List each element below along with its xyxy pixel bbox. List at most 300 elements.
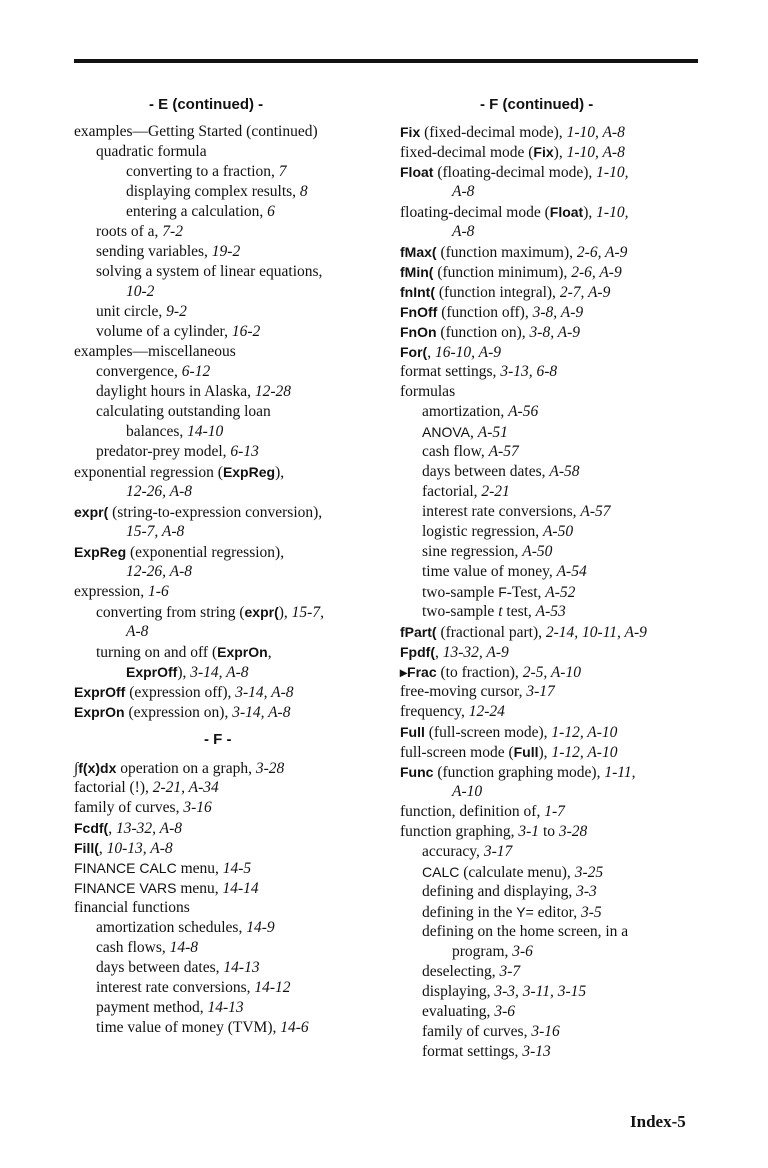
page-reference: 3-13: [522, 1043, 551, 1060]
index-subentry: [74, 222, 384, 242]
section-heading-f: - F -: [204, 731, 232, 748]
entry-text: fixed-decimal mode (: [400, 144, 534, 161]
left-entries: [74, 122, 384, 722]
index-subentry: [400, 462, 710, 482]
entry-text: ,: [108, 820, 116, 837]
entry-text: CALC: [422, 864, 460, 880]
calculator-keyword: ▸Frac: [400, 664, 437, 680]
calculator-keyword: FnOn: [400, 324, 437, 340]
page-reference: 3-3: [576, 883, 597, 900]
entry-text: time value of money (TVM),: [96, 1019, 281, 1036]
index-subentry: [74, 602, 384, 622]
entry-text: ),: [278, 604, 292, 621]
index-subentry: [74, 302, 384, 322]
index-subentry: [74, 182, 384, 202]
page-reference: 14-5: [222, 860, 252, 877]
index-entry: [74, 838, 384, 858]
entry-text: logistic regression,: [422, 523, 543, 540]
entry-text: frequency,: [400, 703, 469, 720]
entry-text: (fixed-decimal mode),: [420, 124, 567, 141]
entry-text: time value of money,: [422, 563, 557, 580]
index-subentry: [400, 882, 710, 902]
entry-text: function, definition of,: [400, 803, 545, 820]
calculator-keyword: Float: [400, 164, 434, 180]
entry-text: ,: [98, 840, 107, 857]
index-subentry: [400, 442, 710, 462]
right-entries: [400, 122, 710, 1062]
page-number: Index-5: [630, 1112, 686, 1131]
index-subentry: [400, 922, 710, 942]
entry-text: F: [498, 584, 507, 600]
entry-text: interest rate conversions,: [96, 979, 255, 996]
page-reference: 3-5: [580, 904, 602, 921]
page-reference: 2-7, A-9: [559, 284, 611, 301]
index-entry: [400, 622, 710, 642]
entry-text: entering a calculation,: [126, 203, 268, 220]
calculator-keyword: Fcdf(: [74, 820, 109, 836]
entry-text: payment method,: [96, 999, 208, 1016]
left-entries-f: [74, 758, 384, 1038]
entry-text: roots of a,: [96, 223, 163, 240]
entry-text: financial functions: [74, 899, 190, 916]
entry-text: (function off),: [437, 304, 533, 321]
page-reference: A-8: [452, 183, 475, 200]
page-reference: 13-32, A-9: [442, 644, 509, 661]
entry-text: format settings,: [422, 1043, 523, 1060]
entry-text: amortization,: [422, 403, 509, 420]
calculator-keyword: Func: [400, 764, 434, 780]
page-reference: 3-14, A-8: [235, 684, 294, 701]
page-reference: A-56: [508, 403, 539, 420]
entry-text: interest rate conversions,: [422, 503, 581, 520]
index-subentry: [400, 942, 710, 962]
index-entry: [400, 202, 710, 222]
index-entry: [400, 702, 710, 722]
index-entry: [400, 382, 710, 402]
index-entry: [74, 342, 384, 362]
entry-text: converting to a fraction,: [126, 163, 279, 180]
page-reference: 7: [278, 163, 287, 180]
page-reference: 3-3, 3-11, 3-15: [494, 983, 587, 1000]
entry-text: expression,: [74, 583, 149, 600]
calculator-keyword: FnOff: [400, 304, 438, 320]
calculator-keyword: ExpReg: [74, 544, 127, 560]
calculator-keyword: Fix: [400, 124, 421, 140]
entry-text: ,: [434, 644, 443, 661]
entry-text: (calculate menu),: [459, 864, 575, 881]
page-reference: 3-14, A-8: [232, 704, 291, 721]
entry-text: turning on and off (: [96, 644, 218, 661]
page-reference: 1-10,: [596, 204, 629, 221]
entry-text: days between dates,: [96, 959, 224, 976]
page-reference: 1-12, A-10: [551, 724, 618, 741]
entry-text: converting from string (: [96, 604, 245, 621]
entry-text: accuracy,: [422, 843, 484, 860]
page-reference: 1-10, A-8: [566, 124, 625, 141]
entry-text: (to fraction),: [436, 664, 523, 681]
index-subentry: [74, 998, 384, 1018]
entry-text: defining and displaying,: [422, 883, 577, 900]
index-entry: [400, 822, 710, 842]
index-subentry: [400, 842, 710, 862]
calculator-keyword: ExpReg: [222, 464, 276, 480]
page-reference: 14-13: [207, 999, 244, 1016]
calculator-keyword: Fix: [533, 144, 554, 160]
entry-text: ),: [538, 744, 552, 761]
page-reference: 2-21: [481, 483, 510, 500]
page-reference: A-57: [580, 503, 611, 520]
calculator-keyword: ExprOn: [217, 644, 268, 660]
entry-text: ),: [177, 664, 191, 681]
page-reference: A-50: [522, 543, 553, 560]
calculator-keyword: ExprOn: [74, 704, 125, 720]
page-reference: 10-13, A-8: [106, 840, 173, 857]
entry-text: sending variables,: [96, 243, 212, 260]
entry-text: FINANCE CALC: [74, 860, 177, 876]
index-entry: [74, 858, 384, 878]
entry-text: (floating-decimal mode),: [433, 164, 597, 181]
page-reference: 1-6: [148, 583, 169, 600]
entry-text: predator-prey model,: [96, 443, 231, 460]
entry-text: factorial (!),: [74, 779, 153, 796]
entry-text: factorial,: [422, 483, 482, 500]
index-entry: [400, 662, 710, 682]
entry-text: editor,: [533, 904, 581, 921]
page-reference: A-53: [535, 603, 566, 620]
entry-text: (expression off),: [125, 684, 236, 701]
calculator-keyword: expr(: [74, 504, 109, 520]
page-reference: 1-7: [544, 803, 565, 820]
page-reference: 3-14, A-8: [190, 664, 249, 681]
entry-text: test,: [502, 603, 536, 620]
page-reference: 3-28: [558, 823, 588, 840]
page-reference: 3-8, A-9: [529, 324, 581, 341]
page-reference: 14-6: [280, 1019, 309, 1036]
index-subentry: [74, 938, 384, 958]
entry-text: convergence,: [96, 363, 182, 380]
page-reference: 3-16: [531, 1023, 560, 1040]
index-subentry: [400, 502, 710, 522]
calculator-keyword: ExprOff: [74, 684, 126, 700]
index-entry: [400, 162, 710, 182]
index-subentry: [74, 642, 384, 662]
calculator-keyword: fnInt(: [400, 284, 435, 300]
entry-text: (string-to-expression conversion),: [108, 504, 323, 521]
page-reference: 12-24: [468, 703, 505, 720]
entry-text: (function maximum),: [436, 244, 577, 261]
entry-text: amortization schedules,: [96, 919, 247, 936]
entry-text: days between dates,: [422, 463, 550, 480]
entry-text: Y=: [516, 904, 534, 920]
calculator-keyword: Full: [400, 724, 425, 740]
index-subentry: [74, 442, 384, 462]
entry-text: menu,: [176, 880, 223, 897]
page-reference: A-50: [542, 523, 574, 540]
index-entry: [400, 642, 710, 662]
page-reference: 1-12, A-10: [551, 744, 618, 761]
page-reference: 14-12: [254, 979, 291, 996]
page-reference: 12-26, A-8: [126, 563, 193, 580]
entry-text: ,: [427, 344, 435, 361]
entry-text: quadratic formula: [96, 143, 207, 160]
index-entry: [400, 802, 710, 822]
entry-text: to: [539, 823, 559, 840]
calculator-keyword: For(: [400, 344, 428, 360]
index-entry: [74, 582, 384, 602]
page-reference: 10-2: [126, 283, 155, 300]
entry-text: calculating outstanding loan: [96, 403, 271, 420]
page-reference: 3-17: [526, 683, 555, 700]
index-entry: [74, 462, 384, 482]
index-entry: [400, 282, 710, 302]
page-reference: 6: [267, 203, 275, 220]
index-subentry: [74, 662, 384, 682]
entry-text: full-screen mode (: [400, 744, 514, 761]
page-reference: A-54: [556, 563, 587, 580]
entry-text: (function integral),: [434, 284, 560, 301]
index-subentry: [400, 422, 710, 442]
entry-text: (function on),: [436, 324, 530, 341]
index-subentry: [74, 242, 384, 262]
page-reference: 9-2: [166, 303, 187, 320]
page-reference: 6-13: [230, 443, 259, 460]
index-subentry: [400, 1002, 710, 1022]
index-entry: [400, 762, 710, 782]
entry-text: two-sample: [422, 603, 499, 620]
calculator-keyword: Fpdf(: [400, 644, 435, 660]
page-reference: A-8: [126, 623, 149, 640]
page-reference: A-57: [488, 443, 519, 460]
index-subentry: [400, 582, 710, 602]
index-entry: [74, 898, 384, 918]
calculator-keyword: Fill(: [74, 840, 99, 856]
entry-text: ∫: [74, 760, 79, 777]
entry-text: daylight hours in Alaska,: [96, 383, 255, 400]
page-reference: 14-13: [223, 959, 260, 976]
page-reference: 3-13, 6-8: [500, 363, 558, 380]
entry-text: floating-decimal mode (: [400, 204, 550, 221]
index-subentry: [74, 162, 384, 182]
calculator-keyword: ExprOff: [126, 664, 178, 680]
index-subentry: [74, 562, 384, 582]
index-subentry: [400, 862, 710, 882]
section-heading-f-continued: - F (continued) -: [480, 96, 594, 113]
index-subentry: [400, 902, 710, 922]
page-reference: 14-10: [187, 423, 224, 440]
page-reference: A-52: [545, 584, 576, 601]
page-reference: 14-8: [169, 939, 199, 956]
index-entry: [400, 742, 710, 762]
index-subentry: [400, 1022, 710, 1042]
page-reference: 12-26, A-8: [126, 483, 193, 500]
index-entry: [400, 362, 710, 382]
page-reference: 2-14, 10-11, A-9: [545, 624, 647, 641]
index-subentry: [74, 362, 384, 382]
entry-text: (fractional part),: [436, 624, 546, 641]
index-entry: [400, 682, 710, 702]
top-rule: [74, 59, 698, 63]
entry-text: two-sample: [422, 584, 499, 601]
page-reference: 3-28: [255, 760, 285, 777]
entry-text: defining on the home screen, in a: [422, 923, 629, 940]
page-reference: 3-6: [494, 1003, 515, 1020]
left-column: [74, 94, 384, 1038]
entry-text: (exponential regression),: [126, 544, 285, 561]
index-entry: [74, 542, 384, 562]
index-entry: [74, 702, 384, 722]
page-reference: 8: [299, 183, 308, 200]
entry-text: (full-screen mode),: [424, 724, 552, 741]
entry-text: balances,: [126, 423, 188, 440]
index-subentry: [400, 602, 710, 622]
index-subentry: [74, 402, 384, 422]
page-reference: 15-7,: [291, 604, 324, 621]
index-subentry: [74, 958, 384, 978]
page-reference: 2-21, A-34: [152, 779, 219, 796]
entry-text: deselecting,: [422, 963, 500, 980]
index-subentry: [400, 222, 710, 242]
entry-text: defining in the: [422, 904, 517, 921]
index-subentry: [74, 482, 384, 502]
page-reference: 3-6: [512, 943, 533, 960]
index-subentry: [400, 982, 710, 1002]
index-subentry: [74, 918, 384, 938]
page-reference: 12-28: [254, 383, 292, 400]
index-subentry: [74, 142, 384, 162]
index-entry: [400, 342, 710, 362]
calculator-keyword: Float: [549, 204, 584, 220]
index-entry: [74, 878, 384, 898]
page-reference: 3-1: [518, 823, 540, 840]
page-reference: A-8: [452, 223, 475, 240]
entry-text: solving a system of linear equations,: [96, 263, 323, 280]
calculator-keyword: expr(: [244, 604, 279, 620]
calculator-keyword: fMin(: [400, 264, 434, 280]
index-subentry: [74, 522, 384, 542]
entry-text: ,: [267, 644, 272, 661]
index-subentry: [74, 262, 384, 282]
page-reference: 3-8, A-9: [532, 304, 584, 321]
page-reference: 3-25: [574, 864, 604, 881]
page-reference: 2-6, A-9: [571, 264, 622, 281]
entry-text: evaluating,: [422, 1003, 495, 1020]
page-reference: A-10: [452, 783, 483, 800]
index-subentry: [400, 482, 710, 502]
index-subentry: [74, 322, 384, 342]
index-entry: [74, 818, 384, 838]
index-entry: [74, 758, 384, 778]
entry-text: FINANCE VARS: [74, 880, 177, 896]
page-reference: 3-16: [183, 799, 212, 816]
entry-text: cash flows,: [96, 939, 170, 956]
index-entry: [400, 322, 710, 342]
calculator-keyword: fMax(: [400, 244, 437, 260]
index-subentry: [74, 422, 384, 442]
index-subentry: [400, 402, 710, 422]
page-reference: 3-7: [499, 963, 521, 980]
index-subentry: [74, 1018, 384, 1038]
entry-text: displaying complex results,: [126, 183, 300, 200]
calculator-keyword: fPart(: [400, 624, 437, 640]
index-subentry: [74, 202, 384, 222]
entry-text: exponential regression (: [74, 464, 223, 481]
page-reference: 3-17: [483, 843, 513, 860]
section-heading-e-continued: - E (continued) -: [149, 96, 264, 113]
page-reference: 16-2: [231, 323, 261, 340]
entry-text: menu,: [176, 860, 223, 877]
index-entry: [400, 262, 710, 282]
page-reference: 14-9: [246, 919, 275, 936]
page-reference: 16-10, A-9: [434, 344, 501, 361]
index-subentry: [74, 382, 384, 402]
entry-text: (function graphing mode),: [433, 764, 605, 781]
index-subentry: [400, 522, 710, 542]
page-reference: t: [498, 603, 503, 620]
index-subentry: [74, 978, 384, 998]
entry-text: examples—miscellaneous: [74, 343, 236, 360]
entry-text: (expression on),: [124, 704, 233, 721]
entry-text: function graphing,: [400, 823, 519, 840]
page-reference: 1-10, A-8: [566, 144, 625, 161]
entry-text: ANOVA: [422, 424, 470, 440]
entry-text: (function minimum),: [433, 264, 572, 281]
index-entry: [74, 502, 384, 522]
entry-text: formulas: [400, 383, 456, 400]
entry-text: cash flow,: [422, 443, 489, 460]
entry-text: ,: [469, 424, 478, 441]
entry-text: ),: [583, 204, 597, 221]
index-subentry: [400, 562, 710, 582]
index-entry: [400, 722, 710, 742]
entry-text: operation on a graph,: [116, 760, 256, 777]
index-subentry: [400, 542, 710, 562]
right-column: [400, 94, 710, 1062]
index-entry: [74, 122, 384, 142]
index-subentry: [400, 1042, 710, 1062]
page-reference: 6-12: [181, 363, 211, 380]
page-reference: 14-14: [222, 880, 259, 897]
index-subentry: [400, 182, 710, 202]
page-reference: 1-11,: [604, 764, 636, 781]
entry-text: program,: [452, 943, 513, 960]
index-entry: [400, 242, 710, 262]
index-subentry: [400, 962, 710, 982]
entry-text: family of curves,: [422, 1023, 532, 1040]
index-subentry: [400, 782, 710, 802]
entry-text: free-moving cursor,: [400, 683, 527, 700]
page-reference: 7-2: [162, 223, 183, 240]
entry-text: -Test,: [506, 584, 546, 601]
entry-text: ),: [275, 464, 285, 481]
index-entry: [74, 778, 384, 798]
index-subentry: [74, 282, 384, 302]
index-entry: [400, 122, 710, 142]
index-subentry: [74, 622, 384, 642]
entry-text: family of curves,: [74, 799, 184, 816]
index-entry: [400, 142, 710, 162]
page-reference: A-51: [477, 424, 508, 441]
page-reference: 19-2: [211, 243, 241, 260]
calculator-keyword: f(x)dx: [78, 760, 117, 776]
calculator-keyword: Full: [513, 744, 539, 760]
page-reference: A-58: [549, 463, 580, 480]
page-reference: 13-32, A-8: [115, 820, 182, 837]
index-entry: [74, 798, 384, 818]
index-entry: [400, 302, 710, 322]
page-reference: 2-6, A-9: [576, 244, 628, 261]
entry-text: sine regression,: [422, 543, 523, 560]
entry-text: format settings,: [400, 363, 501, 380]
